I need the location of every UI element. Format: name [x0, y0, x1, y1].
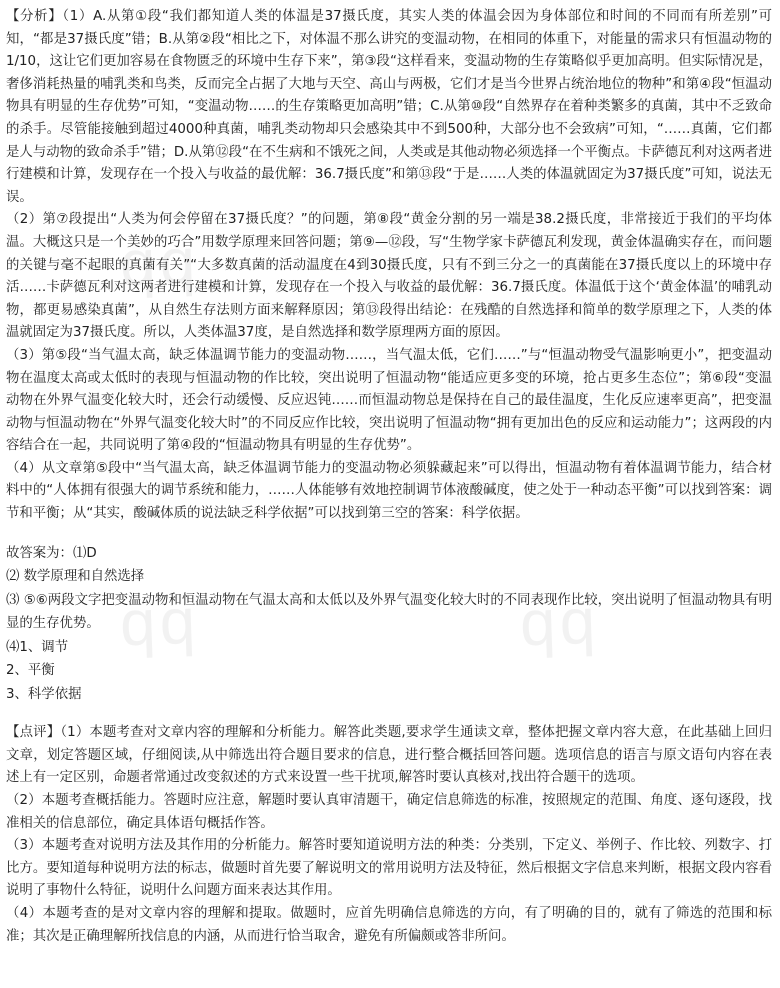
watermark: qq: [118, 584, 201, 660]
analysis-section: [6, 6, 772, 526]
answer-line: 2、平衡: [6, 663, 55, 679]
analysis-part-4: （4）从文章第⑤段中“当气温太高，缺乏体温调节能力的变温动物必须躲藏起来”可以得出，恒温动物有着体温调节能力，结合材料中的“人体拥有很强大的调节系统和能力，……人体能够有效地控制调节体液酸碱度，使之处于一种动态平衡”可以找到答案：调节和平衡；从“其实，酸碱体质的说法缺乏科学依据”可以找到第三空的答案：科学依据。: [6, 460, 772, 522]
watermark: qq: [518, 584, 601, 660]
answer-section: [6, 542, 772, 707]
solution-content: [6, 6, 772, 948]
analysis-part-2: （2）第⑦段提出“人类为何会停留在37摄氏度？”的问题，第⑧段“黄金分割的另一端是38.2摄氏度，非常接近于我们的平均体温。大概这只是一个美妙的巧合”用数学原理来回答问题；第⑨—⑫段，写“生物学家卡萨德瓦利发现，黄金体温确实存在，而问题的关键与毫不起眼的真菌有关”“大多数真菌的活动温度在4到30摄氏度，只有不到三分之一的真菌能在37摄氏度以上的环境中存活……卡萨德瓦利对这两者进行建模和计算，发现存在一个投入与收益的最优解：36.7摄氏度。体温低于这个‘黄金体温’的哺乳动物，都更易感染真菌”，从自然生存法则方面来解释原因；第⑬段得出结论：在残酷的自然选择和简单的数学原理之下，人类的体温就固定为37摄氏度。所以，人类体温37度，是自然选择和数学原理两方面的原因。: [6, 212, 772, 341]
answer-line: 故答案为：⑴D: [6, 545, 97, 561]
comment-part-4: （4）本题考查的是对文章内容的理解和提取。做题时，应首先明确信息筛选的方向，有了明确的目的，就有了筛选的范围和标准；其次是正确理解所找信息的内涵，从而进行恰当取舍，避免有所偏颇或答非所问。: [6, 905, 772, 944]
comment-part-2: （2）本题考查概括能力。答题时应注意，解题时要认真审清题干，确定信息筛选的标准，按照规定的范围、角度、逐句逐段，找准相关的信息部位，确定具体语句概括作答。: [6, 792, 772, 831]
comment-part-3: （3）本题考查对说明方法及其作用的分析能力。解答时要知道说明方法的种类：分类别，下定义、举例子、作比较、列数字、打比方。要知道每种说明方法的标志，做题时首先要了解说明文的常用说明方法及特征，然后根据文字信息来判断，根据文段内容看说明了事物什么特征，说明什么问题方面来表达其作用。: [6, 838, 772, 899]
answer-line: ⑵ 数学原理和自然选择: [6, 569, 145, 585]
answer-line: 3、科学依据: [6, 686, 82, 702]
answer-line: ⑶ ⑤⑥两段文字把变温动物和恒温动物在气温太高和太低以及外界气温变化较大时的不同表现作比较，突出说明了恒温动物具有明显的生存优势。: [6, 592, 772, 632]
analysis-part-1: 【分析】（1）A.从第①段“我们都知道人类的体温是37摄氏度，其实人类的体温会因为身体部位和时间的不同而有所差别”可知，“都是37摄氏度”错；B.从第②段“相比之下，对体温不那么讲究的变温动物，在相同的体重下，对能量的需求只有恒温动物的1/10，这让它们更加容易在食物匮乏的环境中生存下来”，第③段“这样看来，变温动物的生存策略似乎更加高明。但实际情况是，奢侈消耗热量的哺乳类和鸟类，反而完全占据了大地与天空、高山与两极，它们才是当今世界占统治地位的物种”和第④段“恒温动物具有明显的生存优势”可知，“变温动物……的生存策略更加高明”错；C.从第⑩段“自然界存在着种类繁多的真菌，其中不乏致命的杀手。尽管能接触到超过4000种真菌，哺乳类动物却只会感染其中不到500种，大部分也不会致病”可知，“……真菌，它们都是人与动物的致命杀手”错；D.从第⑫段“在不生病和不饿死之间，人类或是其他动物必须选择一个平衡点。卡萨德瓦利对这两者进行建模和计算，发现存在一个投入与收益的最优解：36.7摄氏度”和第⑬段“于是……人类的体温就固定为37摄氏度”可知，说法无误。: [6, 9, 772, 205]
answer-line: ⑷1、调节: [6, 639, 69, 655]
analysis-part-3: （3）第⑤段“当气温太高，缺乏体温调节能力的变温动物……，当气温太低，它们……”与“恒温动物受气温影响更小”，把变温动物在温度太高或太低时的表现与恒温动物的作比较，突出说明了恒温动物“能适应更多变的环境，抢占更多生态位”；第⑥段“变温动物在外界气温变化较大时，还会行动缓慢、反应迟钝……而恒温动物总是保持在自己的最佳温度，生化反应速率更高”，把变温动物与恒温动物在“外界气温变化较大时”的不同反应作比较，突出说明了恒温动物“拥有更加出色的反应和运动能力”；这两段的内容结合在一起，共同说明了第④段的“恒温动物具有明显的生存优势”。: [6, 347, 772, 454]
watermark: qq: [118, 224, 201, 300]
comment-section: [6, 722, 772, 948]
comment-part-1: 【点评】（1）本题考查对文章内容的理解和分析能力。解答此类题,要求学生通读文章，整体把握文章内容大意，在此基础上回归文章，划定答题区域，仔细阅读,从中筛选出符合题目要求的信息，进行整合概括回答问题。选项信息的语言与原文语句内容在表述上有一定区别，命题者常通过改变叙述的方式来设置一些干扰项,解答时要认真核对,找出符合题干的选项。: [6, 725, 772, 786]
